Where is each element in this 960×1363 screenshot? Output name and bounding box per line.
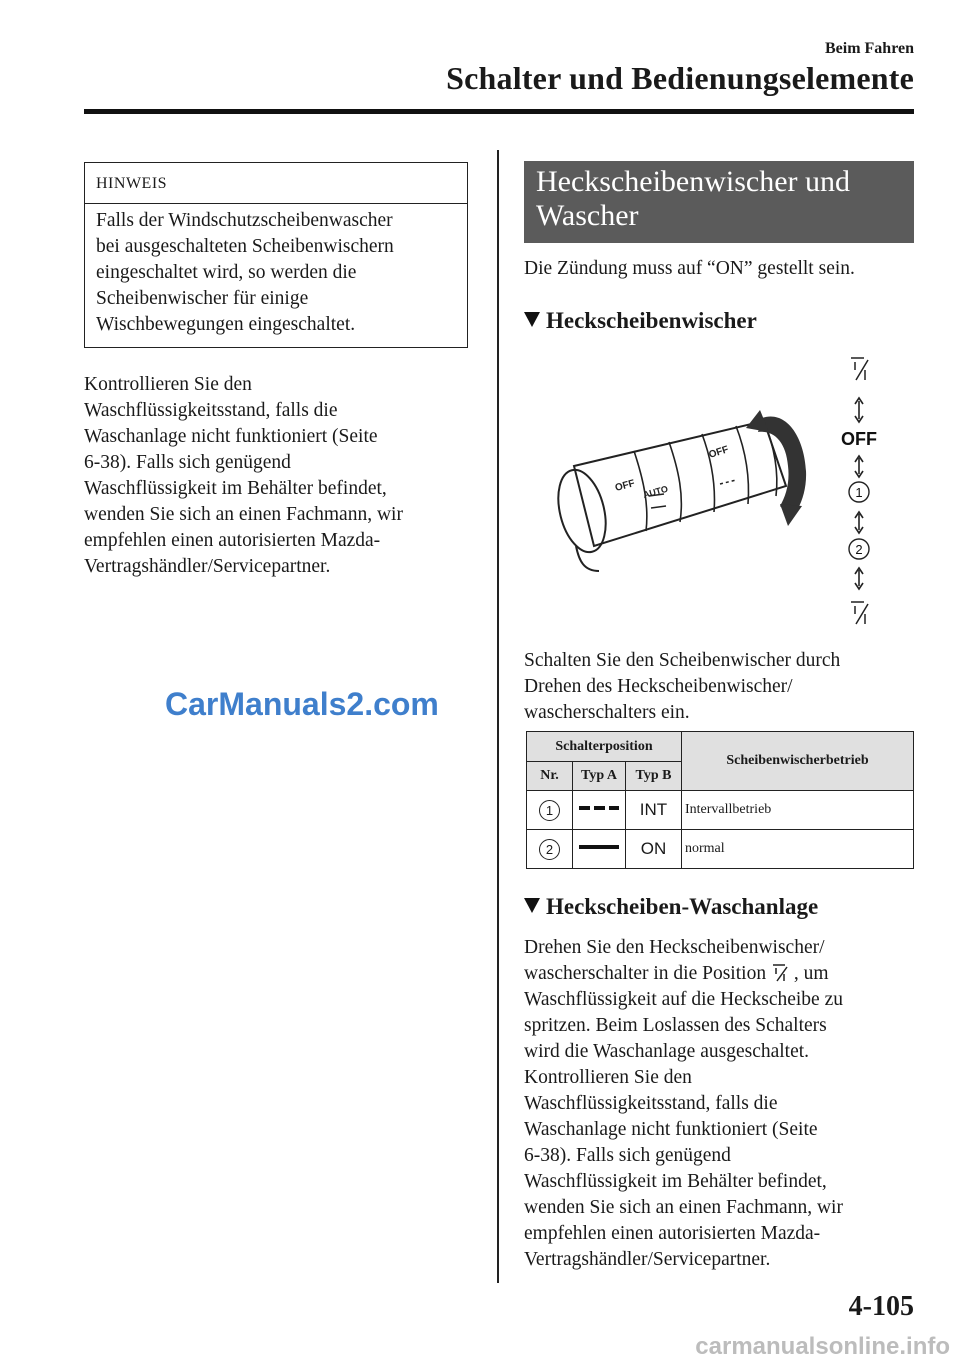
stalk-label-rear-off: OFF	[707, 444, 730, 461]
paragraph-line: wird die Waschanlage ausgeschaltet.	[524, 1041, 810, 1062]
header-rule	[84, 109, 914, 114]
table-header-position: Schalterposition	[527, 732, 682, 762]
table-row	[527, 830, 914, 869]
paragraph-line: Waschflüssigkeit im Behälter befindet,	[84, 478, 387, 499]
paragraph-line: wascherschalters ein.	[524, 702, 690, 723]
table-header-typ-b: Typ B	[626, 762, 682, 791]
note-line: bei ausgeschalteten Scheibenwischern	[96, 236, 394, 257]
page-number: 4-105	[848, 1291, 914, 1322]
subsection-heading	[524, 894, 818, 920]
section-title-line: Wascher	[536, 199, 639, 232]
paragraph-text: , um	[793, 963, 829, 984]
paragraph-line: Waschflüssigkeitsstand, falls die	[84, 400, 338, 421]
paragraph-text: wascherschalter in die Position	[524, 963, 767, 984]
paragraph-line: Vertragshändler/Servicepartner.	[84, 556, 331, 577]
paragraph-line: Drehen Sie den Heckscheibenwischer/	[524, 937, 825, 958]
washer-paragraph	[524, 935, 919, 1273]
note-text	[96, 208, 456, 338]
table-cell-operation: Intervallbetrieb	[682, 791, 914, 830]
paragraph-line: Waschanlage nicht funktioniert (Seite	[84, 426, 378, 447]
wiper-stalk-illustration	[524, 346, 914, 636]
switch-position-table	[526, 731, 914, 869]
table-cell-nr	[527, 791, 573, 830]
note-line: Falls der Windschutzscheibenwascher	[96, 210, 393, 231]
chapter-label: Beim Fahren	[824, 40, 914, 57]
paragraph-line	[524, 961, 919, 987]
paragraph-line: Kontrollieren Sie den	[524, 1067, 692, 1088]
note-line: Wischbewegungen eingeschaltet.	[96, 314, 356, 335]
note-line: eingeschaltet wird, so werden die	[96, 262, 357, 283]
scale-position-2: 2	[855, 542, 863, 557]
note-title: HINWEIS	[96, 175, 168, 192]
paragraph-line: Kontrollieren Sie den	[84, 374, 252, 395]
triangle-bullet-icon	[524, 898, 540, 913]
paragraph-line: Waschflüssigkeit auf die Heckscheibe zu	[524, 989, 843, 1010]
circled-number: 1	[539, 800, 560, 821]
wiper-description	[524, 648, 914, 726]
table-header-typ-a: Typ A	[573, 762, 626, 791]
table-cell-typ-b: ON	[626, 830, 682, 869]
scale-position-1: 1	[855, 485, 863, 500]
column-divider	[497, 150, 499, 1283]
paragraph-line: Waschanlage nicht funktioniert (Seite	[524, 1119, 818, 1140]
washer-icon	[771, 962, 789, 982]
solid-line-icon	[578, 842, 620, 852]
page-title: Schalter und Bedienungselemente	[446, 60, 914, 96]
paragraph-line: empfehlen einen autorisierten Mazda-	[524, 1223, 821, 1244]
section-title-line: Heckscheibenwischer und	[536, 165, 851, 198]
paragraph-line: wenden Sie sich an einen Fachmann, wir	[84, 504, 403, 525]
subsection-heading	[524, 308, 757, 334]
position-scale	[841, 358, 877, 624]
section-title-box	[524, 161, 914, 243]
paragraph-line: spritzen. Beim Loslassen des Schalters	[524, 1015, 827, 1036]
note-divider	[85, 203, 467, 204]
scale-off-label: OFF	[841, 429, 877, 449]
watermark-link[interactable]: CarManuals2.com	[165, 686, 439, 722]
note-line: Scheibenwischer für einige	[96, 288, 309, 309]
paragraph-line: Drehen des Heckscheibenwischer/	[524, 676, 793, 697]
table-header-operation: Scheibenwischerbetrieb	[682, 732, 914, 791]
triangle-bullet-icon	[524, 312, 540, 327]
paragraph-line: empfehlen einen autorisierten Mazda-	[84, 530, 381, 551]
stalk-label-auto: AUTO	[641, 483, 669, 500]
paragraph-line: 6-38). Falls sich genügend	[524, 1145, 731, 1166]
note-box	[84, 162, 468, 348]
footer-watermark-link[interactable]: carmanualsonline.info	[695, 1333, 950, 1360]
table-cell-operation: normal	[682, 830, 914, 869]
dashed-line-icon	[578, 803, 620, 813]
paragraph-line: 6-38). Falls sich genügend	[84, 452, 291, 473]
table-row	[527, 791, 914, 830]
table-cell-typ-b: INT	[626, 791, 682, 830]
table-cell-nr	[527, 830, 573, 869]
subsection-title: Heckscheibenwischer	[546, 308, 757, 333]
paragraph-line: Vertragshändler/Servicepartner.	[524, 1249, 771, 1270]
subsection-title: Heckscheiben-Waschanlage	[546, 894, 819, 919]
table-cell-typ-a	[573, 791, 626, 830]
stalk-label-off: OFF	[613, 478, 637, 494]
section-intro: Die Zündung muss auf “ON” gestellt sein.	[524, 258, 855, 279]
paragraph-line: Waschflüssigkeitsstand, falls die	[524, 1093, 778, 1114]
paragraph-line: Waschflüssigkeit im Behälter befindet,	[524, 1171, 827, 1192]
table-cell-typ-a	[573, 830, 626, 869]
paragraph-line: Schalten Sie den Scheibenwischer durch	[524, 650, 841, 671]
left-paragraph	[84, 372, 474, 580]
table-header-nr: Nr.	[527, 762, 573, 791]
circled-number: 2	[539, 839, 560, 860]
paragraph-line: wenden Sie sich an einen Fachmann, wir	[524, 1197, 843, 1218]
